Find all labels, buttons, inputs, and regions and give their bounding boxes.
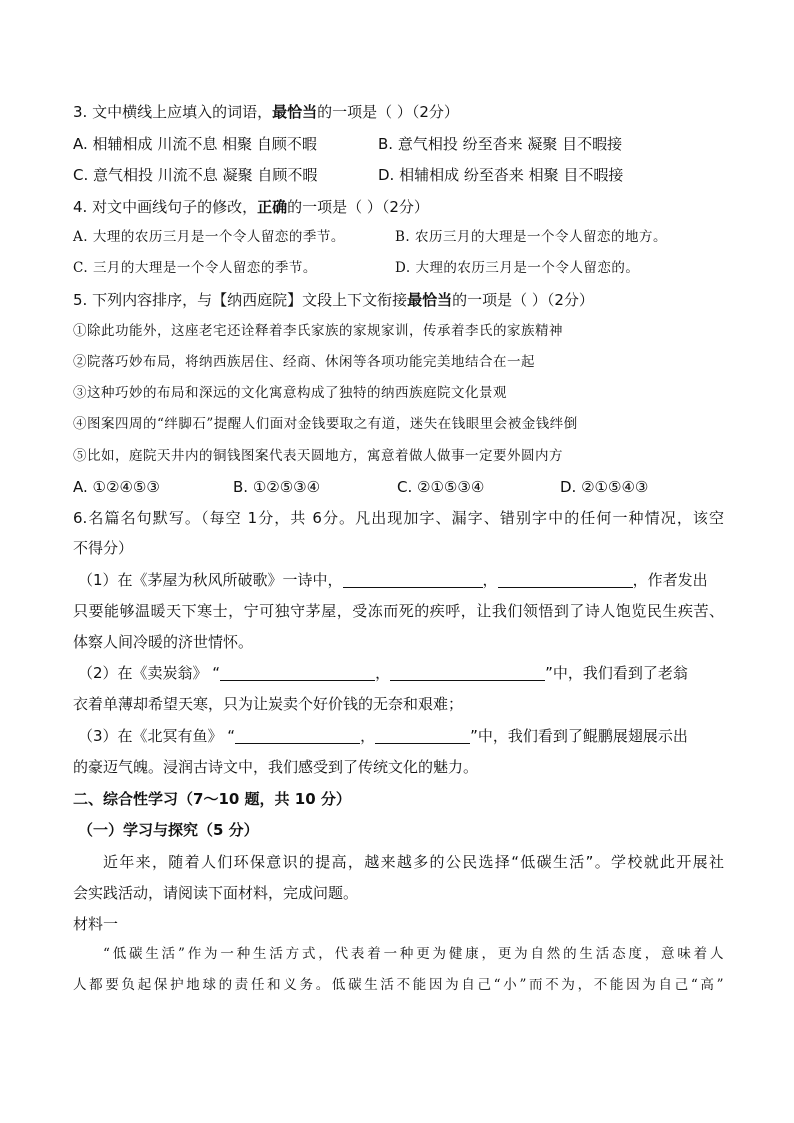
q3-option-d[interactable]	[378, 164, 623, 186]
q4-option-d[interactable]	[395, 257, 639, 279]
q5-option-c[interactable]	[397, 476, 484, 498]
q6-part3-suffix: ”中，我们看到了鲲鹏展翅展示出	[470, 727, 688, 745]
q4-option-c[interactable]	[73, 257, 317, 279]
q3-stem	[73, 101, 724, 123]
q6-part1-line2: 只要能够温暖天下寒士，宁可独守茅屋，受冻而死的疾呼，让我们领悟到了诗人饱览民生疾苦、	[73, 602, 724, 620]
q6-part1-prefix: （1）在《茅屋为秋风所破歌》一诗中，	[78, 571, 343, 589]
q5-option-d[interactable]	[560, 476, 648, 498]
q5-option-b[interactable]	[233, 476, 320, 498]
q6-part2-line2: 衣着单薄却希望天寒，只为让炭卖个好价钱的无奈和艰难；	[73, 695, 464, 713]
q5-stem	[73, 289, 724, 311]
option-letter: A.	[73, 229, 89, 245]
material-1-line1: “低碳生活”作为一种生活方式，代表着一种更为健康，更为自然的生活态度，意味着人	[103, 946, 724, 962]
q3-option-c[interactable]	[73, 164, 317, 186]
section-2-para-line2: 会实践活动，请阅读下面材料，完成问题。	[73, 884, 359, 902]
option-letter: B.	[395, 229, 411, 245]
q6-blank-3[interactable]	[220, 664, 375, 681]
q6-part3-prefix: （3）在《北冥有鱼》 “	[78, 727, 236, 745]
q3-option-b[interactable]	[378, 133, 622, 155]
q6-part2	[78, 662, 724, 684]
option-text: 大理的农历三月是一个令人留恋的季节。	[92, 229, 345, 245]
q6-blank-2[interactable]	[498, 571, 633, 588]
q4-stem-bold: 正确	[257, 198, 288, 216]
option-text: ①②⑤③④	[252, 478, 321, 496]
q6-part3-line2: 的豪迈气魄。浸润古诗文中，我们感受到了传统文化的魅力。	[73, 758, 479, 776]
q4-option-b[interactable]	[395, 226, 667, 248]
q5-stem-suffix: 的一项是（ ）（2分）	[452, 291, 594, 309]
q6-part1-sep: ，	[482, 571, 498, 589]
option-letter: B.	[233, 478, 249, 496]
q6-part2-prefix: （2）在《卖炭翁》 “	[78, 664, 221, 682]
q6-part3	[78, 725, 724, 747]
section-2-subtitle: （一）学习与探究（5 分）	[78, 821, 259, 839]
option-letter: C.	[397, 478, 413, 496]
option-text: 三月的大理是一个令人留恋的季节。	[92, 260, 317, 276]
option-text: ②①⑤④③	[581, 478, 649, 496]
q6-blank-4[interactable]	[390, 664, 545, 681]
q6-blank-6[interactable]	[375, 727, 470, 744]
q3-stem-bold: 最恰当	[272, 103, 318, 121]
q6-part3-sep: ，	[360, 727, 376, 745]
option-letter: A.	[73, 478, 88, 496]
option-letter: D.	[378, 166, 395, 184]
q5-item-1: ①除此功能外，这座老宅还诠释着李氏家族的家规家训，传承着李氏的家族精神	[73, 323, 563, 339]
option-text: 意气相投 纷至沓来 凝聚 目不暇接	[397, 135, 623, 153]
option-text: 相辅相成 川流不息 相聚 自顾不暇	[92, 135, 317, 153]
option-text: 农历三月的大理是一个令人留恋的地方。	[415, 229, 668, 245]
q5-item-3: ③这种巧妙的布局和深远的文化寓意构成了独特的纳西族庭院文化景观	[73, 385, 507, 401]
material-1-line2: 人都要负起保护地球的责任和义务。低碳生活不能因为自己“小”而不为，不能因为自己“高”	[73, 977, 724, 993]
option-letter: C.	[73, 260, 89, 276]
q6-part2-sep: ，	[375, 664, 391, 682]
option-text: ①②④⑤③	[92, 478, 160, 496]
section-2-title: 二、综合性学习（7～10 题，共 10 分）	[73, 790, 351, 808]
q6-intro-line2: 不得分）	[73, 539, 134, 557]
q5-option-a[interactable]	[73, 476, 160, 498]
q5-item-2: ②院落巧妙布局，将纳西族居住、经商、休闲等各项功能完美地结合在一起	[73, 354, 535, 370]
q4-option-a[interactable]	[73, 226, 345, 248]
section-2-para-line1: 近年来，随着人们环保意识的提高，越来越多的公民选择“低碳生活”。学校就此开展社	[103, 853, 724, 871]
option-text: 大理的农历三月是一个令人留恋的。	[415, 260, 640, 276]
option-text: ②①⑤③④	[417, 478, 485, 496]
q5-item-4: ④图案四周的“绊脚石”提醒人们面对金钱要取之有道，迷失在钱眼里会被金钱绊倒	[73, 416, 578, 432]
q6-part1-suffix: ，作者发出	[632, 571, 708, 589]
q6-part1-line3: 体察人间冷暖的济世情怀。	[73, 633, 254, 651]
option-text: 相辅相成 纷至沓来 相聚 目不暇接	[399, 166, 624, 184]
q3-stem-text: 3. 文中横线上应填入的词语，	[73, 103, 273, 121]
q5-stem-text: 5. 下列内容排序，与【纳西庭院】文段上下文衔接	[73, 291, 408, 309]
option-letter: C.	[73, 166, 89, 184]
option-letter: D.	[560, 478, 577, 496]
q4-stem-suffix: 的一项是（ ）（2分）	[287, 198, 429, 216]
q6-blank-1[interactable]	[343, 571, 483, 588]
q6-blank-5[interactable]	[235, 727, 360, 744]
option-letter: A.	[73, 135, 88, 153]
q3-option-a[interactable]	[73, 133, 317, 155]
material-1-label: 材料一	[73, 915, 119, 933]
option-text: 意气相投 川流不息 凝聚 自顾不暇	[93, 166, 318, 184]
q6-intro-line1: 6.名篇名句默写。（每空 1分，共 6分。凡出现加字、漏字、错别字中的任何一种情况，该空	[73, 509, 724, 527]
q6-part2-suffix: ”中，我们看到了老翁	[545, 664, 688, 682]
q3-stem-suffix: 的一项是（ ）（2分）	[317, 103, 459, 121]
option-letter: D.	[395, 260, 411, 276]
q6-part1	[78, 569, 724, 591]
q4-stem	[73, 196, 724, 218]
q4-stem-text: 4. 对文中画线句子的修改，	[73, 198, 258, 216]
q5-stem-bold: 最恰当	[407, 291, 453, 309]
q5-item-5: ⑤比如，庭院天井内的铜钱图案代表天圆地方，寓意着做人做事一定要外圆内方	[73, 448, 563, 464]
option-letter: B.	[378, 135, 394, 153]
